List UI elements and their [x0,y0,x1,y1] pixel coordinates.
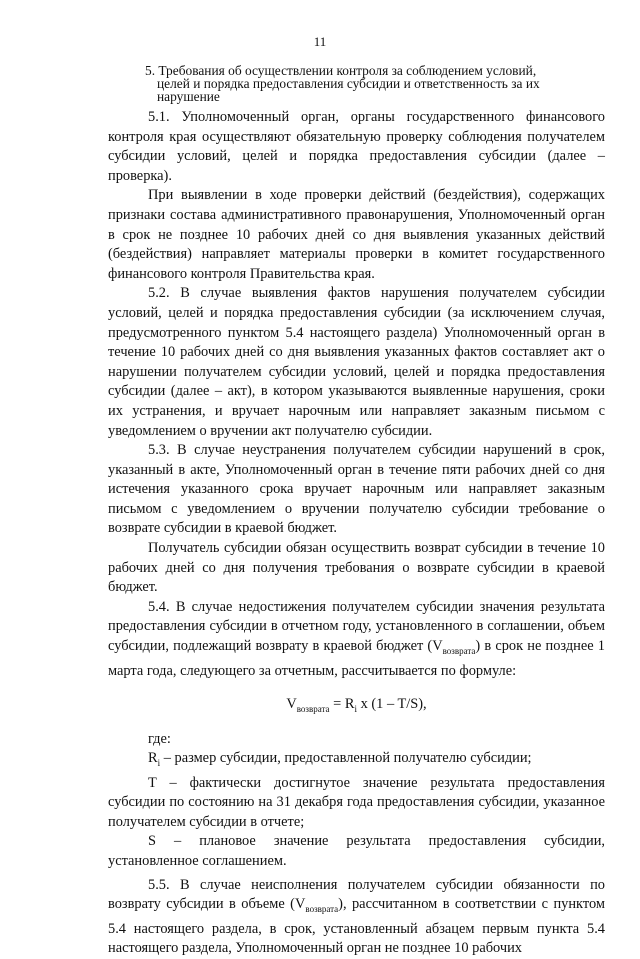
paragraph-5-4-subscript: возврата [442,645,476,656]
paragraph-violation-materials: При выявлении в ходе проверки действий (бездействия), содержащих признаки состава административного правонарушения, Уполномоченный орган в срок не позднее 10 рабочих дней со дня выявления указанных действий (бездействия) направляет материалы проверки в комитет государственного финансового контроля Правительства края. [108,187,605,282]
paragraph-5-5-text-a: 5.5. В случае неисполнения получателем субсидии обязанности по возврату субсидии в объеме (V [108,876,605,913]
paragraph-5-4 [108,598,605,681]
paragraph-refund-obligation: Получатель субсидии обязан осуществить возврат субсидии в течение 10 рабочих дней со дня получения требования о возврате субсидии в краевой бюджет. [108,540,605,596]
paragraph-5-4-text-a: 5.4. В случае недостижения получателем субсидии значения результата предоставления субсидии в отчетном году, установленного в соглашении, объем субсидии, подлежащий возврату в краевой бюджет (V [108,598,605,655]
heading-line-2: целей и порядка предоставления субсидии и ответственность за их [157,76,540,91]
paragraph-5-3: 5.3. В случае неустранения получателем субсидии нарушений в срок, указанный в акте, Уполномоченный орган в течение пяти рабочих дней со дня истечения указанного срока вручает нарочным или направляет заказным письмом с уведомлением о вручении получателю субсидии требование о возврате субсидии в краевой бюджет. [108,442,605,537]
document-body [108,108,605,959]
formula-equals-r: = R [329,696,355,713]
formula-rest: x (1 – T/S), [356,696,427,713]
paragraph-5-5-subscript: возврата [305,904,339,915]
paragraph-5-2: 5.2. В случае выявления фактов нарушения получателем субсидии условий, целей и порядка предоставления субсидии (за исключением случая, предусмотренного пунктом 5.4 настоящего раздела) Уполномоченный орган в течение 10 рабочих дней со дня выявления указанных фактов составляет акт о нарушении получателем субсидии условий, целей и порядка предоставления субсидии (далее – акт), в котором указываются выявленные нарушения, сроки их устранения, и вручает нарочным или направляет заказным письмом с уведомлением о вручении акт получателю субсидии. [108,285,605,439]
paragraph-5-4-text-b: ) в срок не позднее 1 марта года, следующего за отчетным, рассчитывается по формуле: [108,638,605,679]
definition-r-text: – размер субсидии, предоставленной получателю субсидии; [160,750,532,767]
definition-r-subscript: i [157,758,161,769]
formula-v: V [286,696,297,713]
paragraph-5-5-text-b: ), рассчитанном в соответствии с пунктом 5.4 настоящего раздела, в срок, установленный абзацем первым пункта 5.4 настоящего раздела, Уполномоченный орган не позднее 10 рабочих [108,896,605,957]
page-number: 11 [313,34,327,49]
paragraph-5-1: 5.1. Уполномоченный орган, органы государственного финансового контроля края осуществляют обязательную проверку соблюдения получателем субсидии условий, целей и порядка предоставления субсидии (далее – проверка). [108,109,605,184]
heading-line-3: нарушение [157,89,220,104]
formula-r-subscript: i [354,703,357,714]
heading-line-1: 5. Требования об осуществлении контроля за соблюдением условий, [145,63,537,78]
definition-r [108,749,605,773]
section-heading [145,64,605,103]
paragraph-5-5 [108,876,605,959]
definition-s: S – плановое значение результата предоставления субсидии, установленное соглашением. [108,833,605,869]
definition-t: T – фактически достигнутое значение результата предоставления субсидии по состоянию на 31 декабря года предоставления субсидии, указанное получателем субсидии в отчете; [108,774,605,830]
formula-v-subscript: возврата [296,703,330,714]
where-label: где: [148,730,171,747]
refund-formula [108,695,605,719]
definition-r-symbol: R [148,750,158,767]
